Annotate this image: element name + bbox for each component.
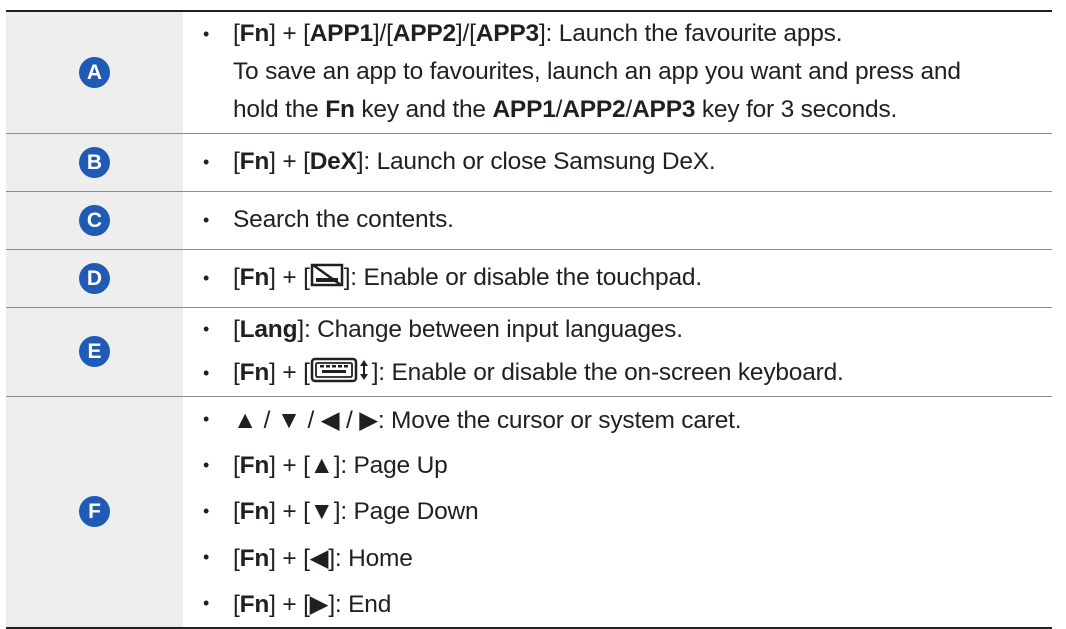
text-run: ]/[	[455, 20, 476, 48]
text-run: /	[625, 96, 633, 124]
row-description-cell	[183, 191, 1052, 249]
text-run: ]: Enable or disable the on-screen keyboard.	[371, 358, 844, 386]
description-line	[203, 443, 1052, 489]
row-description-cell	[183, 249, 1052, 307]
row-label-cell	[6, 396, 183, 628]
description-text	[233, 20, 842, 48]
table-row	[6, 396, 1052, 628]
description-line	[203, 581, 1052, 627]
description-text	[233, 58, 961, 86]
bullet: •	[203, 319, 210, 339]
key-name: Fn	[325, 96, 355, 124]
text-run: [	[233, 544, 240, 572]
text-run: To save an app to favourites, launch an app you want and press and	[233, 58, 961, 86]
text-run: [	[233, 148, 240, 175]
description-line	[203, 262, 1052, 294]
text-run: ]: Change between input languages.	[297, 315, 683, 343]
key-name: APP2	[392, 20, 456, 48]
text-run: [	[233, 358, 240, 386]
text-run: ]: Launch the favourite apps.	[538, 20, 843, 48]
row-description-cell	[183, 133, 1052, 191]
text-run: ] + [◀]: Home	[269, 544, 413, 572]
text-run: key and the	[354, 96, 493, 124]
bullet: •	[203, 23, 210, 44]
label-badge-c: C	[79, 205, 110, 236]
row-label-cell	[6, 249, 183, 307]
key-name: APP1	[492, 96, 556, 124]
description-text	[233, 148, 716, 176]
table-row	[6, 249, 1052, 307]
text-run: key for 3 seconds.	[695, 96, 898, 124]
label-badge-a: A	[79, 57, 110, 88]
description-text	[233, 96, 897, 124]
bullet: •	[203, 409, 210, 429]
description-text	[233, 452, 448, 480]
bullet: •	[203, 455, 210, 475]
text-run: ] + [▼]: Page Down	[269, 497, 479, 525]
onscreen-keyboard-icon	[310, 357, 372, 390]
key-name: Fn	[239, 148, 270, 175]
text-run: ]/[	[372, 20, 393, 48]
row-label-cell	[6, 307, 183, 396]
description-line	[203, 53, 1052, 91]
touchpad-off-icon	[310, 263, 344, 294]
row-label-cell	[6, 191, 183, 249]
bullet: •	[203, 209, 210, 230]
description-line	[203, 397, 1052, 443]
key-name: Fn	[239, 20, 270, 48]
text-run: [	[233, 590, 240, 618]
description-text	[233, 316, 683, 344]
text-run: [	[233, 497, 240, 525]
label-badge-b: B	[79, 147, 110, 178]
description-line	[203, 308, 1052, 352]
description-line	[203, 489, 1052, 535]
row-label-cell	[6, 133, 183, 191]
description-line	[203, 352, 1052, 396]
text-run: [	[233, 20, 240, 48]
text-run: ] + [	[269, 20, 310, 48]
key-name: APP2	[562, 96, 626, 124]
description-text	[233, 263, 702, 294]
key-name: Fn	[239, 590, 270, 618]
description-text	[233, 498, 478, 526]
description-text	[233, 543, 413, 573]
text-run: [	[233, 451, 240, 479]
text-run: ]: Enable or disable the touchpad.	[343, 263, 702, 291]
table-row	[6, 11, 1052, 133]
key-name: Fn	[239, 544, 270, 572]
row-description-cell	[183, 307, 1052, 396]
bullet: •	[203, 593, 210, 613]
bullet: •	[203, 267, 210, 288]
key-name: DeX	[309, 148, 357, 175]
description-text	[233, 206, 454, 234]
text-run: ▲ / ▼ / ◀ / ▶: Move the cursor or system caret.	[233, 406, 742, 434]
bullet: •	[203, 363, 210, 383]
row-description-cell	[183, 396, 1052, 628]
table-row	[6, 307, 1052, 396]
description-line	[203, 91, 1052, 129]
description-text	[233, 589, 391, 619]
label-badge-d: D	[79, 263, 110, 294]
description-line	[203, 535, 1052, 581]
text-run: ] + [▲]: Page Up	[269, 451, 448, 479]
table-row	[6, 133, 1052, 191]
description-text	[233, 357, 844, 390]
description-text	[233, 405, 741, 435]
label-badge-e: E	[79, 336, 110, 367]
key-name: APP3	[475, 20, 539, 48]
text-run: ] + [▶]: End	[269, 590, 392, 618]
row-label-cell	[6, 11, 183, 133]
text-run: Search the contents.	[233, 206, 454, 233]
key-name: Fn	[239, 263, 270, 291]
key-name: Fn	[239, 358, 270, 386]
description-line	[203, 15, 1052, 53]
text-run: [	[233, 315, 240, 343]
text-run: hold the	[233, 96, 326, 124]
label-badge-f: F	[79, 496, 110, 527]
bullet: •	[203, 547, 210, 567]
key-name: Fn	[239, 497, 270, 525]
text-run: ]: Launch or close Samsung DeX.	[356, 148, 716, 175]
bullet: •	[203, 151, 210, 172]
table-row	[6, 191, 1052, 249]
key-name: APP1	[309, 20, 373, 48]
text-run: ] + [	[269, 263, 310, 291]
text-run: /	[555, 96, 563, 124]
function-key-table	[6, 10, 1052, 629]
key-name: Lang	[239, 315, 298, 343]
bullet: •	[203, 501, 210, 521]
key-name: APP3	[632, 96, 696, 124]
text-run: [	[233, 263, 240, 291]
description-line	[203, 146, 1052, 178]
row-description-cell	[183, 11, 1052, 133]
text-run: ] + [	[269, 148, 310, 175]
text-run: ] + [	[269, 358, 310, 386]
key-name: Fn	[239, 451, 270, 479]
description-line	[203, 204, 1052, 236]
